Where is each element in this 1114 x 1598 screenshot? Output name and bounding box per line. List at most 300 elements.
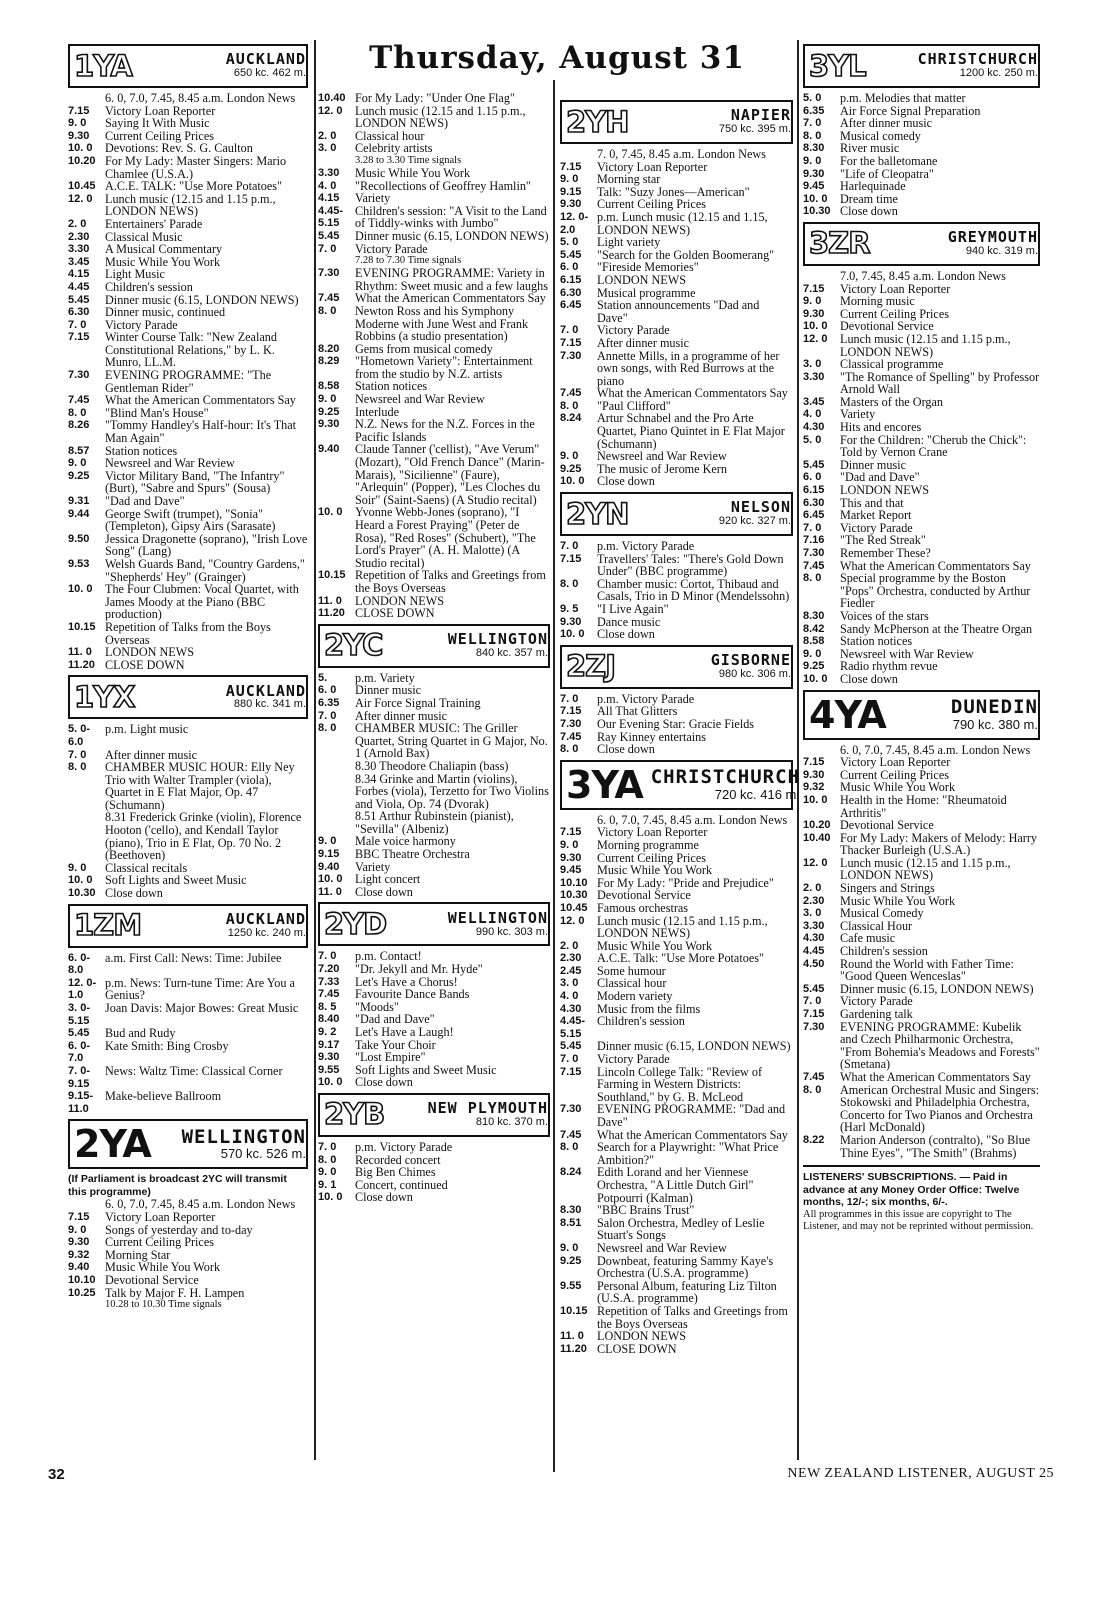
- listing-time: 8. 5: [318, 1000, 337, 1013]
- listing-text: Songs of yesterday and to-day: [105, 1222, 253, 1237]
- listing-time: 2.30: [803, 894, 825, 907]
- listing-time: [68, 1198, 105, 1211]
- column-2: [318, 92, 550, 1204]
- listing-text: Special programme by the Boston "Pops" Orchestra, conducted by Arthur Fiedler: [840, 571, 1031, 611]
- listing-text: Musical programme: [597, 285, 696, 300]
- listing-text: Male voice harmony: [355, 834, 456, 849]
- listing-time: 7.15: [68, 1210, 90, 1223]
- programme-listing: [68, 394, 308, 407]
- programme-listing: [318, 92, 550, 105]
- programme-listing: [68, 306, 308, 319]
- listing-text: River music: [840, 141, 900, 156]
- listing-time: 9. 0: [560, 1241, 579, 1254]
- programme-listing: [318, 180, 550, 193]
- station-callsign: 2YD: [324, 906, 387, 941]
- listing-text: Downbeat, featuring Sammy Kaye's Orchestra (U.S.A. programme): [597, 1253, 774, 1281]
- listing-time: 10. 0: [803, 192, 828, 205]
- listing-time: 9. 0: [68, 861, 87, 874]
- programme-listing: [318, 886, 550, 899]
- copyright-notice: All programmes in this issue are copyright to The Listener, and may not be reprinted without permission.: [803, 1208, 1034, 1232]
- listing-text: Newsreel and War Review: [597, 1240, 727, 1255]
- listing-time: 2. 0: [560, 939, 579, 952]
- station-callsign: 1ZM: [74, 908, 142, 943]
- programme-listing: [803, 421, 1040, 434]
- listing-text: Station notices: [105, 443, 178, 458]
- listing-text: Joan Davis: Major Bowes: Great Music: [105, 1001, 299, 1015]
- listing-text: Sandy McPherson at the Theatre Organ: [840, 621, 1033, 636]
- listing-time: 7. 0: [803, 995, 822, 1008]
- station-city: CHRISTCHURCH: [917, 50, 1038, 69]
- listing-time: 11. 0: [68, 646, 92, 659]
- programme-listing: [318, 873, 550, 886]
- listing-text: Air Force Signal Preparation: [840, 103, 981, 118]
- station-callsign: 2YC: [324, 628, 383, 663]
- station-frequency: 810 kc. 370 m.: [475, 1116, 548, 1129]
- programme-listing: [560, 148, 793, 161]
- programme-listing: [803, 408, 1040, 421]
- programme-listing: [318, 1191, 550, 1204]
- programme-listing: [803, 333, 1040, 358]
- listing-text: Concert, continued: [355, 1177, 448, 1192]
- page-number: 32: [48, 1466, 65, 1483]
- programme-listing: [318, 192, 550, 205]
- listing-text: All That Glitters: [597, 704, 678, 719]
- listing-time: 11. 0: [318, 594, 342, 607]
- column-rule: [553, 80, 555, 1472]
- programme-listing: [560, 337, 793, 350]
- listing-text: p.m. Victory Parade: [597, 691, 695, 706]
- listing-time: 4.15: [318, 192, 340, 205]
- listing-time: 3. 0: [318, 142, 337, 155]
- listing-text: Talk by Major F. H. Lampen: [105, 1285, 245, 1300]
- programme-listing: [318, 130, 550, 143]
- listing-text: CLOSE DOWN: [105, 657, 185, 672]
- column-1: [68, 40, 308, 1311]
- listing-time: 9.44: [68, 507, 90, 520]
- listing-text: Victory Loan Reporter: [840, 755, 951, 770]
- programme-listing: [560, 1242, 793, 1255]
- programme-listing: [560, 965, 793, 978]
- listing-text: Morning Star: [105, 1247, 171, 1262]
- listing-time: 7.33: [318, 975, 340, 988]
- listing-text: Close down: [597, 627, 655, 642]
- listing-time: 8.24: [560, 412, 582, 425]
- listing-text: Classical hour: [355, 128, 425, 143]
- listing-time: 7.45: [318, 292, 340, 305]
- listing-time: 7.45: [803, 559, 825, 572]
- programme-listing: [560, 977, 793, 990]
- listing-time: 9.15-11.0: [68, 1090, 94, 1115]
- programme-listing: [318, 722, 550, 760]
- station-city: CHRISTCHURCH: [650, 765, 801, 788]
- listing-text: "The Romance of Spelling" by Professor Arnold Wall: [840, 369, 1040, 397]
- listing-text: Devotional Service: [840, 818, 934, 833]
- listing-text: "Lost Empire": [355, 1050, 426, 1065]
- listing-time: 8.30: [803, 609, 825, 622]
- station-callsign: 1YX: [74, 679, 135, 714]
- listing-text: What the American Commentators Say: [597, 386, 788, 401]
- listing-time: 7.15: [560, 1065, 582, 1078]
- programme-listing: [318, 1141, 550, 1154]
- programme-listing: [318, 697, 550, 710]
- listing-text: EVENING PROGRAMME: "Dad and Dave": [597, 1102, 786, 1129]
- listing-time: 10.15: [318, 569, 346, 582]
- listing-time: 7.30: [803, 1020, 825, 1033]
- broadcast-note: (If Parliament is broadcast 2YC will transmit this programme): [68, 1173, 287, 1198]
- listing-time: 9.15: [318, 848, 340, 861]
- listing-time: 9. 2: [318, 1026, 337, 1038]
- listing-time: 10.10: [68, 1273, 96, 1286]
- listing-text: Children's session: [597, 1014, 685, 1029]
- listing-time: 7.15: [803, 282, 825, 295]
- listing-text: Variety: [355, 859, 391, 874]
- listing-text: A.C.E. TALK: "Use More Potatoes": [105, 179, 282, 194]
- listing-time: 8.30: [803, 142, 825, 155]
- listing-time: 9.15: [560, 185, 582, 198]
- listing-time: 7.15: [560, 160, 582, 173]
- programme-listing: [560, 387, 793, 400]
- listing-text: Winter Course Talk: "New Zealand Constitutional Relations," by L. K. Munro, LL.M.: [105, 330, 277, 370]
- station-city: WELLINGTON: [447, 908, 548, 927]
- listing-time: 8. 0: [68, 761, 87, 774]
- listing-text: Music While You Work: [597, 938, 713, 953]
- listing-text: Victory Loan Reporter: [597, 159, 708, 174]
- listing-time: [318, 760, 355, 773]
- station-callsign: 4YA: [809, 692, 886, 737]
- column-rule: [314, 40, 316, 1460]
- programme-listing: [803, 155, 1040, 168]
- listing-text: Gems from musical comedy: [355, 341, 493, 356]
- listing-text: EVENING PROGRAMME: Variety in Rhythm: Sweet music and a few laughs: [355, 266, 548, 293]
- listing-text: After dinner music: [840, 116, 933, 131]
- station-city: NAPIER: [730, 106, 791, 125]
- listing-text: "Dr. Jekyll and Mr. Hyde": [355, 962, 483, 977]
- listing-text: Cafe music: [840, 931, 896, 946]
- listing-text: CHAMBER MUSIC HOUR: Elly Ney Trio with Walter Trampler (viola), Quartet in E Flat Major, Op. 47 (Schumann): [105, 760, 295, 812]
- programme-listing: [68, 811, 308, 861]
- programme-listing: [803, 497, 1040, 510]
- listing-text: Children's session: "A Visit to the Land of Tiddly-winks with Jumbo": [355, 203, 547, 231]
- time-signals-note: 3.28 to 3.30 Time signals: [355, 154, 462, 166]
- programme-listing: [803, 1071, 1040, 1084]
- programme-listing: [318, 443, 550, 506]
- listing-text: LONDON NEWS: [597, 1329, 687, 1344]
- programme-listing: [803, 283, 1040, 296]
- listing-text: 8.51 Arthur Rubinstein (pianist), "Sevilla" (Albeniz): [355, 809, 514, 836]
- listing-text: 6. 0, 7.0, 7.45, 8.45 a.m. London News: [105, 1197, 296, 1212]
- listing-text: Victory Loan Reporter: [105, 1209, 216, 1224]
- listing-text: Salon Orchestra, Medley of Leslie Stuart's Songs: [597, 1215, 765, 1243]
- listing-time: 6.30: [68, 306, 90, 319]
- listing-text: Welsh Guards Band, "Country Gardens," "Shepherds' Hey" (Grainger): [105, 556, 305, 584]
- listing-time: 10. 0: [318, 873, 343, 886]
- listing-time: 10.15: [68, 620, 96, 633]
- station-city: NELSON: [730, 498, 791, 517]
- programme-listing: [560, 1141, 793, 1166]
- programme-listing: [560, 578, 793, 603]
- listing-text: "Search for the Golden Boomerang": [597, 247, 775, 262]
- listing-time: 9. 0: [803, 647, 822, 660]
- listing-time: 6. 0: [803, 471, 822, 484]
- listing-text: 7. 0, 7.45, 8.45 a.m. London News: [597, 147, 766, 161]
- station-info: [632, 108, 791, 135]
- station-callsign: 3YA: [566, 762, 643, 807]
- listing-time: 8.42: [803, 622, 825, 635]
- listing-time: 10. 0: [803, 793, 828, 806]
- listing-time: 7.30: [803, 547, 825, 559]
- programme-listing: [803, 882, 1040, 895]
- listing-time: 7. 0: [318, 950, 337, 963]
- listing-time: 4. 0: [560, 990, 579, 1003]
- listing-time: 9.30: [68, 129, 90, 142]
- station-frequency: 990 kc. 303 m.: [475, 925, 548, 938]
- station-header: [68, 1119, 308, 1169]
- listing-time: 6. 0-7.0: [68, 1039, 91, 1065]
- listing-text: Current Ceiling Prices: [597, 850, 706, 865]
- programme-listing: [803, 180, 1040, 193]
- programme-listing: [803, 794, 1040, 819]
- listing-text: "Dad and Dave": [355, 1012, 435, 1027]
- programme-listing: [560, 1255, 793, 1280]
- listing-text: For the balletomane: [840, 153, 938, 168]
- listing-time: 5.45: [68, 1027, 90, 1040]
- programme-listing: [318, 1051, 550, 1064]
- programme-listing: [318, 1026, 550, 1039]
- programme-listing: [803, 1021, 1040, 1071]
- station-frequency: 790 kc. 380 m.: [952, 716, 1038, 732]
- listing-time: 10.30: [560, 889, 588, 902]
- listing-text: Air Force Signal Training: [355, 695, 481, 710]
- station-frequency: 840 kc. 357 m.: [475, 646, 548, 659]
- listing-time: 5. 0: [803, 92, 822, 104]
- listing-text: Dinner music (6.15, LONDON NEWS): [355, 228, 549, 243]
- programme-listing: [318, 1179, 550, 1192]
- listing-time: 8.30: [560, 1204, 582, 1217]
- listing-text: LONDON NEWS: [355, 593, 445, 608]
- station-header: [318, 902, 550, 946]
- listing-text: Lunch music (12.15 and 1.15 p.m., LONDON NEWS): [840, 331, 1011, 359]
- programme-listing: [68, 1236, 308, 1249]
- listing-text: Variety: [840, 407, 876, 422]
- listing-text: Close down: [840, 671, 898, 686]
- listing-text: Music While You Work: [105, 1260, 221, 1275]
- listing-time: 9. 1: [318, 1178, 337, 1191]
- listing-text: Famous orchestras: [597, 900, 689, 915]
- listing-text: p.m. Lunch music (12.15 and 1.15, LONDON NEWS): [597, 209, 768, 237]
- listing-text: p.m. Light music: [105, 722, 189, 737]
- programme-listing: [803, 673, 1040, 686]
- listing-time: 9.45: [803, 180, 825, 193]
- listing-text: Dinner music (6.15, LONDON NEWS): [105, 292, 299, 307]
- station-info: [619, 653, 791, 680]
- listing-time: 11.20: [68, 658, 95, 671]
- listing-text: Repetition of Talks and Greetings from the Boys Overseas: [355, 568, 546, 595]
- listing-text: For My Lady: "Pride and Prejudice": [597, 875, 774, 890]
- listing-time: 10.25: [68, 1286, 96, 1299]
- listing-text: Dinner music (6.15, LONDON NEWS): [597, 1039, 791, 1054]
- programme-listing: [68, 508, 308, 533]
- listing-time: 9. 5: [560, 603, 579, 615]
- programme-listing: [68, 533, 308, 558]
- programme-listing: [318, 861, 550, 874]
- listing-time: 8.22: [803, 1133, 825, 1146]
- listing-time: 9.55: [560, 1279, 582, 1292]
- listing-text: The music of Jerome Kern: [597, 461, 727, 476]
- listing-text: Victory Parade: [597, 1052, 670, 1067]
- station-info: [145, 909, 306, 939]
- programme-listing: [68, 92, 308, 105]
- listing-time: 5.45: [560, 248, 582, 261]
- programme-listing: [560, 1166, 793, 1204]
- listing-time: 3.30: [68, 243, 90, 256]
- programme-listing: [318, 1166, 550, 1179]
- programme-listing: [803, 205, 1040, 218]
- listing-time: 6.30: [803, 496, 825, 509]
- listing-text: Victory Loan Reporter: [105, 103, 216, 118]
- listing-text: "Hometown Variety": Entertainment from the studio by N.Z. artists: [355, 354, 533, 381]
- programme-listing: [68, 369, 308, 394]
- programme-listing: [803, 193, 1040, 206]
- listing-time: 7. 0: [68, 318, 87, 331]
- listing-text: Devotional Service: [105, 1272, 199, 1287]
- listing-text: 6. 0, 7.0, 7.45, 8.45 a.m. London News: [105, 91, 296, 105]
- listing-time: 8.57: [68, 444, 90, 457]
- programme-listing: [560, 412, 793, 450]
- listing-time: 9.45: [560, 864, 582, 877]
- listing-time: 8. 0: [68, 406, 87, 419]
- listing-text: Dream time: [840, 191, 898, 206]
- programme-listing: [560, 161, 793, 174]
- programme-listing: [68, 1065, 308, 1090]
- programme-listing: [318, 167, 550, 180]
- programme-listing: [560, 743, 793, 756]
- programme-listing: [68, 419, 308, 444]
- listing-time: 4. 0: [803, 408, 822, 421]
- programme-listing: [318, 393, 550, 406]
- listing-text: p.m. Melodies that matter: [840, 91, 966, 105]
- programme-listing: [68, 470, 308, 495]
- programme-listing: [318, 607, 550, 620]
- programme-listing: [68, 659, 308, 672]
- listing-time: 10. 0: [68, 874, 93, 887]
- programme-listing: [318, 230, 550, 243]
- listing-time: 9. 0: [318, 393, 337, 406]
- listing-text: BBC Theatre Orchestra: [355, 847, 470, 862]
- listing-time: 7. 0: [560, 540, 579, 553]
- listing-text: 6. 0, 7.0, 7.45, 8.45 a.m. London News: [840, 742, 1031, 757]
- listing-time: 4.30: [803, 421, 825, 434]
- programme-listing: [318, 305, 550, 343]
- listing-time: 7. 0: [560, 692, 579, 705]
- listing-text: Market Report: [840, 508, 912, 523]
- station-frequency: 880 kc. 341 m.: [233, 698, 306, 711]
- listing-time: 9.30: [318, 1051, 340, 1064]
- listing-text: Classical hour: [597, 976, 667, 991]
- listing-text: After dinner music: [105, 747, 198, 762]
- station-header: [560, 645, 793, 689]
- listing-text: Music While You Work: [105, 254, 221, 269]
- listing-text: Entertainers' Parade: [105, 216, 203, 231]
- listing-time: 7. 0: [318, 242, 337, 255]
- listing-time: [68, 92, 105, 105]
- listing-text: Interlude: [355, 404, 399, 419]
- programme-listing: [560, 463, 793, 476]
- station-callsign: 3YL: [809, 48, 866, 83]
- listing-time: 7.20: [318, 963, 340, 976]
- listing-text: Music While You Work: [840, 893, 956, 908]
- listing-time: 9. 0: [318, 835, 337, 848]
- listing-text: Musical comedy: [840, 128, 921, 143]
- listing-text: Let's Have a Laugh!: [355, 1025, 454, 1039]
- listing-time: 7.45: [560, 730, 582, 743]
- station-callsign: 2YN: [566, 496, 629, 531]
- listing-text: Saying It With Music: [105, 116, 210, 131]
- listing-text: What the American Commentators Say: [597, 1127, 788, 1142]
- station-frequency: 570 kc. 526 m.: [220, 1146, 306, 1162]
- listing-text: "Dad and Dave": [840, 470, 920, 485]
- station-frequency: 980 kc. 306 m.: [718, 667, 791, 680]
- listing-time: 7. 0: [318, 1140, 337, 1153]
- listing-time: 3. 0: [803, 358, 822, 371]
- listing-time: 5.45: [803, 458, 825, 471]
- listing-time: 10. 0: [803, 672, 828, 685]
- listing-text: Masters of the Organ: [840, 394, 944, 409]
- listing-text: Close down: [840, 204, 898, 219]
- station-frequency: 650 kc. 462 m.: [233, 67, 306, 80]
- listing-time: [318, 773, 355, 811]
- listing-time: 4.45: [803, 945, 825, 958]
- programme-listing: [803, 547, 1040, 560]
- station-info: [870, 52, 1038, 79]
- listing-text: Dance music: [597, 614, 661, 629]
- station-header: [560, 492, 793, 536]
- programme-listing: [68, 218, 308, 231]
- listing-text: Victory Parade: [597, 323, 670, 338]
- programme-listing: [803, 945, 1040, 958]
- station-city: WELLINGTON: [181, 1125, 306, 1148]
- listing-time: 5. 0: [803, 433, 822, 446]
- listing-text: After dinner music: [355, 708, 448, 723]
- listing-time: 9.30: [318, 418, 340, 431]
- listing-time: 12. 0: [68, 192, 93, 205]
- listing-text: a.m. First Call: News: Time: Jubilee: [105, 950, 282, 965]
- listing-time: 2. 0: [318, 129, 337, 142]
- footer-masthead: NEW ZEALAND LISTENER, AUGUST 25: [787, 1466, 1054, 1481]
- listing-text: "I Live Again": [597, 602, 669, 616]
- listing-time: 6.35: [803, 104, 825, 117]
- listing-text: "Recollections of Geoffrey Hamlin": [355, 178, 531, 193]
- listing-text: Repetition of Talks and Greetings from the Boys Overseas: [597, 1303, 788, 1331]
- station-frequency: 720 kc. 416 m.: [714, 786, 801, 802]
- listing-text: Health in the Home: "Rheumatoid Arthritis": [840, 792, 1007, 820]
- subscriptions-notice: [803, 1165, 1040, 1233]
- listing-time: 10.20: [803, 819, 831, 832]
- listing-time: 9. 0: [68, 457, 87, 470]
- listing-text: Kate Smith: Bing Crosby: [105, 1038, 229, 1053]
- listing-time: 9.55: [318, 1063, 340, 1076]
- listing-text: Newton Ross and his Symphony Moderne with June West and Frank Robbins (a studio presentation): [355, 303, 529, 344]
- station-frequency: 1200 kc. 250 m.: [959, 67, 1038, 80]
- programme-listing: [560, 1103, 793, 1128]
- listing-text: Close down: [597, 474, 655, 489]
- programme-listing: [68, 646, 308, 659]
- listing-text: 6. 0, 7.0, 7.45, 8.45 a.m. London News: [597, 812, 788, 827]
- station-info: [874, 230, 1038, 257]
- listing-text: Chamber music: Cortot, Thibaud and Casals, Trio in D Minor (Mendelssohn): [597, 576, 790, 604]
- listing-time: 9. 0: [68, 117, 87, 130]
- listing-time: 3. 0: [803, 907, 822, 920]
- listing-text: Dinner music, continued: [105, 305, 226, 320]
